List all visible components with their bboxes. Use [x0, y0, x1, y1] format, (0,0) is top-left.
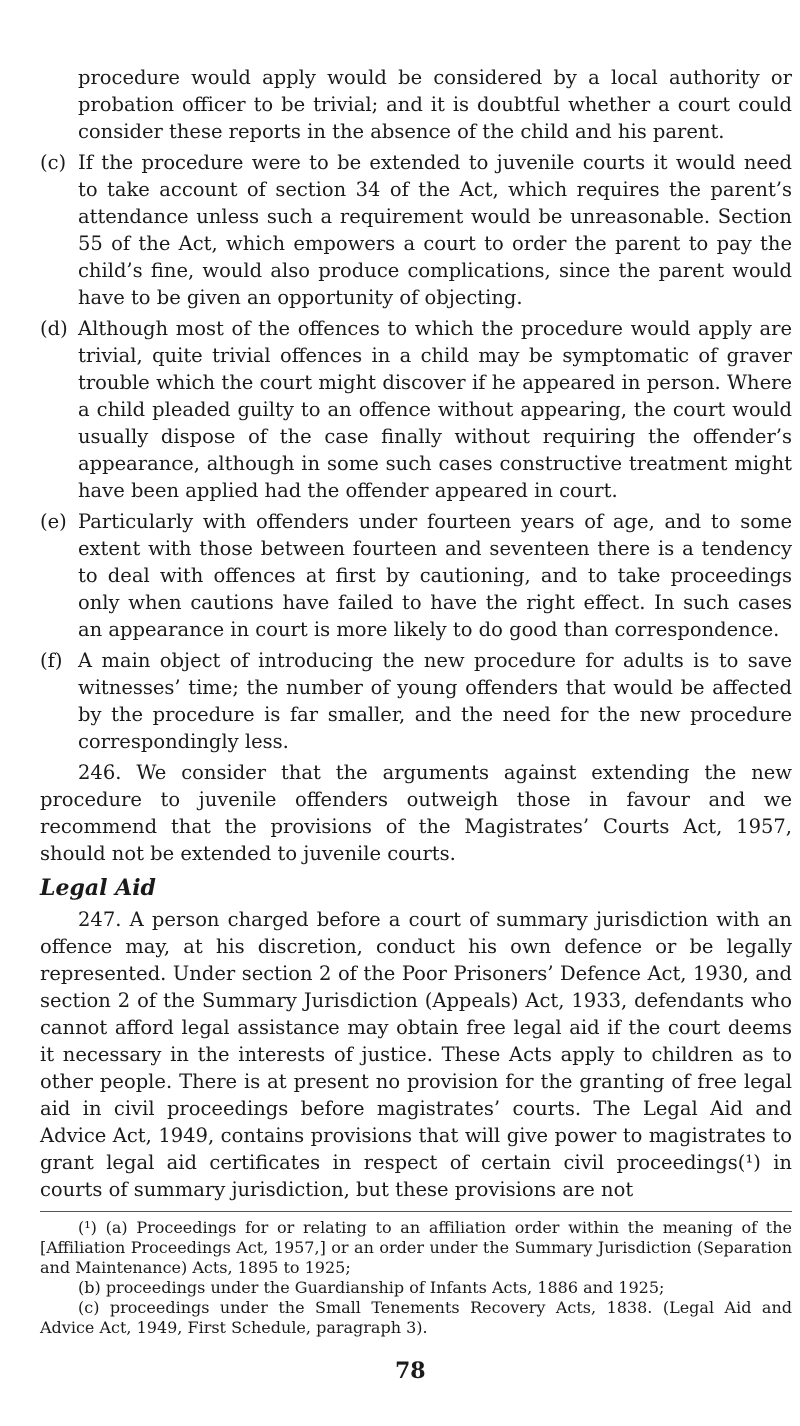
item-label: (f) [40, 649, 63, 672]
footnote-divider [40, 1211, 792, 1212]
opening-paragraph: procedure would apply would be considered by a local authority or probation officer to be trivial; and it is doubtful whether a court could consider these reports in the absence of the child and his parent. [78, 66, 792, 143]
item-label: (e) [40, 510, 67, 533]
list-item [40, 647, 792, 755]
footnote-c: (c) proceedings under the Small Tenements Recovery Acts, 1838. (Legal Aid and Advice Act, 1949, First Schedule, paragraph 3). [40, 1298, 792, 1337]
section-heading: Legal Aid [40, 875, 156, 901]
item-text: A main object of introducing the new procedure for adults is to save witnesses’ time; the number of young offenders that would be affected by the procedure is far smaller, and the need for the new procedure correspondingly less. [78, 649, 792, 753]
item-label: (d) [40, 317, 68, 340]
footnotes [40, 1218, 792, 1338]
list-item [40, 149, 792, 311]
item-text: Particularly with offenders under fourteen years of age, and to some extent with those between fourteen and seventeen there is a tendency to deal with offences at first by cautioning, and to take proceedings only when cautions have failed to have the right effect. In such cases an appearance in court is more likely to do good than correspondence. [78, 510, 792, 641]
item-label: (c) [40, 151, 67, 174]
footnote-a: (¹) (a) Proceedings for or relating to an affiliation order within the meaning of the [Affiliation Proceedings Act, 1957,] or an order under the Summary Jurisdiction (Separation and Maintenance) Acts, 1895 to 1925; [40, 1218, 792, 1277]
page-content [40, 64, 792, 1338]
page-number: 78 [395, 1358, 426, 1384]
item-text: Although most of the offences to which the procedure would apply are trivial, quite trivial offences in a child may be symptomatic of graver trouble which the court might discover if he appeared in person. Where a child pleaded guilty to an offence without appearing, the court would usually dispose of the case finally without requiring the offender’s appearance, although in some such cases constructive treatment might have been applied had the offender appeared in court. [78, 317, 792, 502]
paragraph-247: 247. A person charged before a court of summary jurisdiction with an offence may, at his discretion, conduct his own defence or be legally represented. Under section 2 of the Poor Prisoners’ Defence Act, 1930, and section 2 of the Summary Jurisdiction (Appeals) Act, 1933, defendants who cannot afford legal assistance may obtain free legal aid if the court deems it necessary in the interests of justice. These Acts apply to children as to other people. There is at present no provision for the granting of free legal aid in civil proceedings before magistrates’ courts. The Legal Aid and Advice Act, 1949, contains provisions that will give power to magistrates to grant legal aid certificates in respect of certain civil proceedings(¹) in courts of summary jurisdiction, but these provisions are not [40, 908, 792, 1201]
paragraph-246: 246. We consider that the arguments against extending the new procedure to juvenile offenders outweigh those in favour and we recommend that the provisions of the Magistrates’ Courts Act, 1957, should not be extended to juvenile courts. [40, 761, 792, 865]
item-text: If the procedure were to be extended to juvenile courts it would need to take account of section 34 of the Act, which requires the parent’s attendance unless such a requirement would be unreasonable. Section 55 of the Act, which empowers a court to order the parent to pay the child’s fine, would also produce complications, since the parent would have to be given an opportunity of objecting. [78, 151, 792, 309]
footnote-b: (b) proceedings under the Guardianship of Infants Acts, 1886 and 1925; [78, 1278, 665, 1297]
list-item [40, 508, 792, 643]
list-item [40, 315, 792, 504]
